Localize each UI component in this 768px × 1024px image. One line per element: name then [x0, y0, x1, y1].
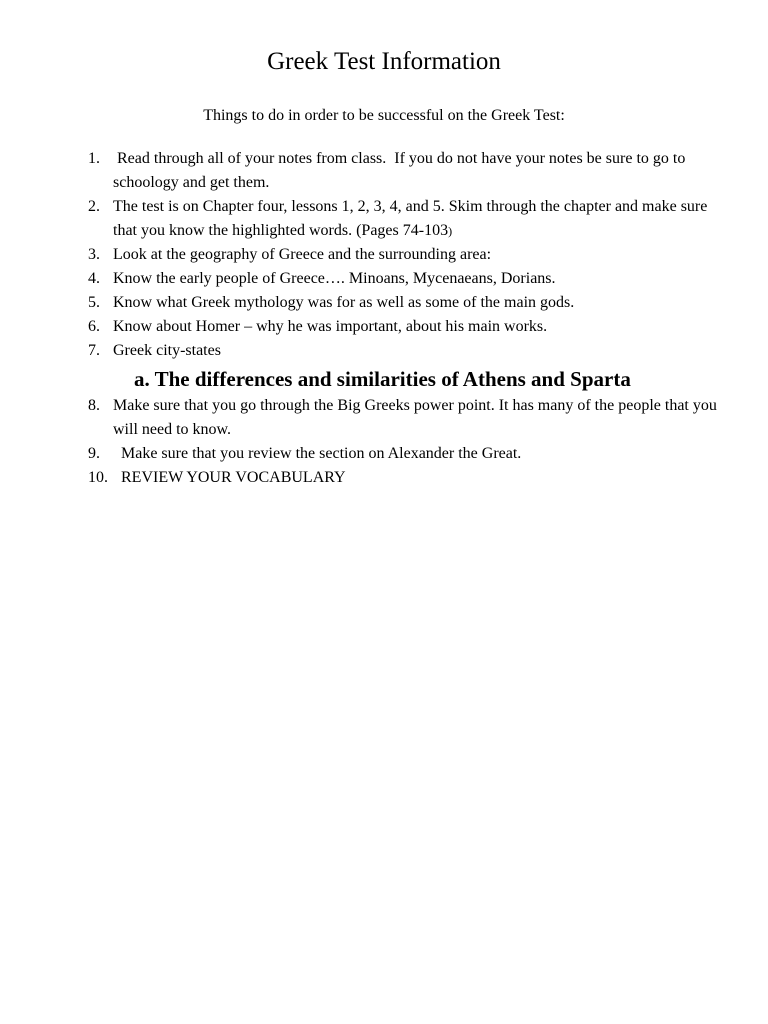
- list-item-number: 9.: [88, 445, 100, 462]
- list-item: [88, 267, 728, 291]
- list-item-number: 4.: [88, 270, 100, 287]
- list-item-number: 1.: [88, 150, 100, 167]
- list-item: [88, 147, 728, 195]
- list-item-text: Know about Homer – why he was important, about his main works.: [113, 318, 548, 335]
- list-item-text: Look at the geography of Greece and the surrounding area:: [113, 246, 492, 263]
- list-item-number: 3.: [88, 246, 100, 263]
- page-subtitle: Things to do in order to be successful on the Greek Test:: [203, 107, 565, 124]
- list-item-text: Know the early people of Greece…. Minoans, Mycenaeans, Dorians.: [113, 270, 556, 287]
- list-item-text: The test is on Chapter four, lessons 1, 2, 3, 4, and 5. Skim through the chapter and make sure that you know the highlighted words. (Pages 74-103: [113, 198, 708, 239]
- list-item-text: Make sure that you go through the Big Greeks power point. It has many of the people that you will need to know.: [113, 397, 717, 438]
- list-item-text: Make sure that you review the section on Alexander the Great.: [113, 445, 522, 462]
- list-item-text: REVIEW YOUR VOCABULARY: [113, 469, 346, 486]
- list-item-number: 7.: [88, 342, 100, 359]
- list-item: [88, 339, 728, 363]
- task-list: [88, 147, 728, 490]
- list-item: [88, 291, 728, 315]
- list-item-number: 8.: [88, 397, 100, 414]
- list-item: [88, 243, 728, 267]
- list-item: [88, 315, 728, 339]
- list-item-number: 2.: [88, 198, 100, 215]
- list-item: [88, 394, 728, 442]
- list-item-number: 6.: [88, 318, 100, 335]
- sub-list-item: a. The differences and similarities of Athens and Sparta: [134, 367, 631, 391]
- list-item-text: Greek city-states: [113, 342, 221, 359]
- list-item: [88, 195, 728, 243]
- list-item: [88, 466, 728, 490]
- list-item: [88, 442, 728, 466]
- page-title: Greek Test Information: [267, 48, 501, 75]
- list-item-text: Know what Greek mythology was for as well as some of the main gods.: [113, 294, 575, 311]
- list-item-suffix: ): [448, 224, 453, 238]
- list-item-text: Read through all of your notes from class. If you do not have your notes be sure to go to schoology and get them.: [113, 150, 690, 191]
- list-item-number: 5.: [88, 294, 100, 311]
- list-item-number: 10.: [88, 469, 108, 486]
